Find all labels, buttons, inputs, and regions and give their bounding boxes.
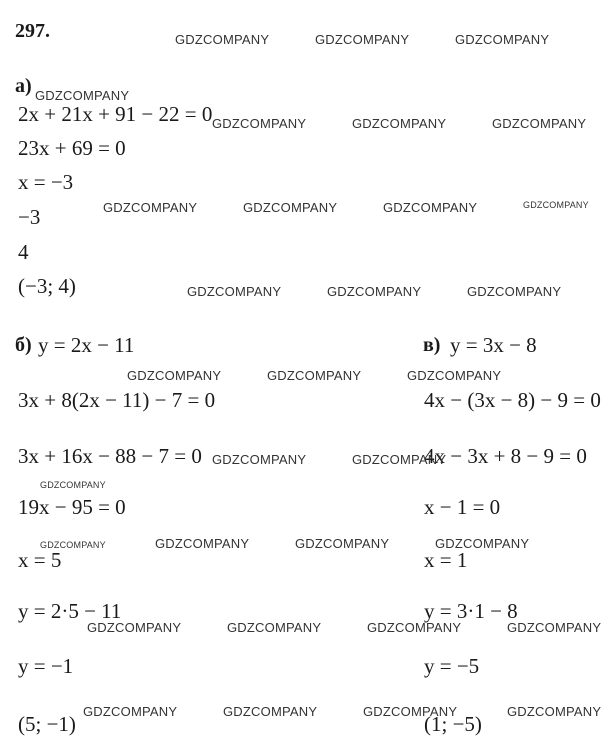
part-a-label: а)	[15, 75, 32, 97]
part-v-line-1: y = 3x − 8	[450, 333, 537, 357]
part-a-line-5: 4	[18, 240, 29, 264]
part-b-line-2: 3x + 8(2x − 11) − 7 = 0	[18, 388, 216, 412]
part-b-line-6: y = 2·5 − 11	[18, 599, 122, 623]
watermark: GDZCOMPANY	[295, 536, 390, 551]
part-b-line-7: y = −1	[18, 654, 74, 678]
watermark: GDZCOMPANY	[40, 480, 106, 490]
part-b-line-5: x = 5	[18, 548, 62, 572]
watermark: GDZCOMPANY	[35, 88, 130, 103]
watermark: GDZCOMPANY	[407, 368, 502, 383]
watermark: GDZCOMPANY	[467, 284, 562, 299]
part-b-line-8: (5; −1)	[18, 712, 76, 736]
watermark: GDZCOMPANY	[492, 116, 587, 131]
part-v-label: в)	[423, 334, 441, 356]
part-v-line-6: y = 3·1 − 8	[424, 599, 518, 623]
watermark: GDZCOMPANY	[327, 284, 422, 299]
watermark: GDZCOMPANY	[227, 620, 322, 635]
part-v-line-4: x − 1 = 0	[424, 495, 501, 519]
part-a-line-1: 2x + 21x + 91 − 22 = 0	[18, 102, 213, 126]
watermark: GDZCOMPANY	[352, 452, 447, 467]
part-a-line-3: x = −3	[18, 170, 74, 194]
part-v-line-8: (1; −5)	[424, 712, 482, 736]
watermark: GDZCOMPANY	[455, 32, 550, 47]
watermark: GDZCOMPANY	[315, 32, 410, 47]
watermark: GDZCOMPANY	[352, 116, 447, 131]
part-b-line-1: y = 2x − 11	[38, 333, 135, 357]
part-a-line-2: 23x + 69 = 0	[18, 136, 126, 160]
watermark: GDZCOMPANY	[367, 620, 462, 635]
watermark: GDZCOMPANY	[507, 704, 602, 719]
watermark: GDZCOMPANY	[212, 116, 307, 131]
watermark: GDZCOMPANY	[155, 536, 250, 551]
watermark: GDZCOMPANY	[127, 368, 222, 383]
problem-number: 297.	[15, 20, 50, 42]
watermark: GDZCOMPANY	[363, 704, 458, 719]
part-v-line-2: 4x − (3x − 8) − 9 = 0	[424, 388, 601, 412]
part-b-label: б)	[15, 334, 32, 356]
part-v-line-3: 4x − 3x + 8 − 9 = 0	[424, 444, 587, 468]
watermark: GDZCOMPANY	[507, 620, 602, 635]
part-v-line-7: y = −5	[424, 654, 480, 678]
watermark: GDZCOMPANY	[103, 200, 198, 215]
part-a-line-6: (−3; 4)	[18, 274, 76, 298]
watermark: GDZCOMPANY	[267, 368, 362, 383]
watermark: GDZCOMPANY	[523, 200, 589, 210]
part-b-line-4: 19x − 95 = 0	[18, 495, 126, 519]
watermark: GDZCOMPANY	[223, 704, 318, 719]
watermark: GDZCOMPANY	[83, 704, 178, 719]
part-a-line-4: −3	[18, 205, 41, 229]
watermark: GDZCOMPANY	[40, 540, 106, 550]
watermark: GDZCOMPANY	[187, 284, 282, 299]
part-v-line-5: x = 1	[424, 548, 468, 572]
part-b-line-3: 3x + 16x − 88 − 7 = 0	[18, 444, 202, 468]
watermark: GDZCOMPANY	[175, 32, 270, 47]
watermark: GDZCOMPANY	[383, 200, 478, 215]
watermark: GDZCOMPANY	[243, 200, 338, 215]
watermark: GDZCOMPANY	[87, 620, 182, 635]
watermark: GDZCOMPANY	[212, 452, 307, 467]
watermark: GDZCOMPANY	[435, 536, 530, 551]
